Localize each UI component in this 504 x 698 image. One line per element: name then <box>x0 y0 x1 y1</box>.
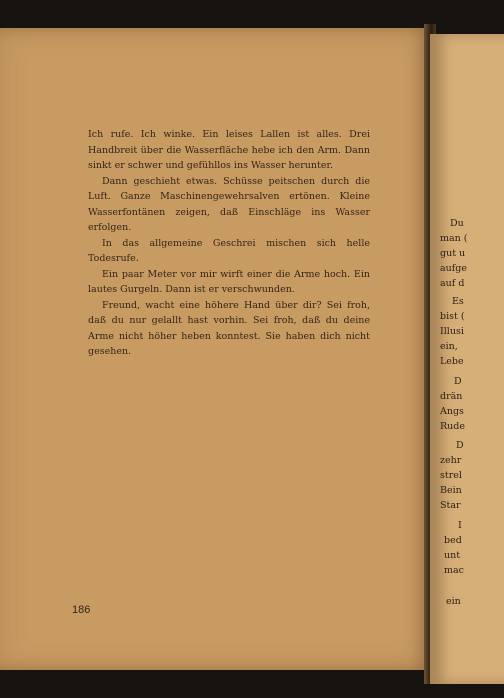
left-page <box>0 28 430 670</box>
right-fragment: gut u <box>440 248 466 259</box>
right-fragment: I <box>458 520 462 531</box>
right-fragment: Illusi <box>440 326 464 337</box>
right-fragment: ein, <box>440 341 458 352</box>
page-number: 186 <box>72 604 91 616</box>
right-fragment: Es <box>452 296 464 307</box>
right-fragment: Bein <box>440 485 462 496</box>
right-fragment: unt <box>444 550 461 561</box>
right-fragment: D <box>454 376 462 387</box>
right-fragment: man ( <box>440 233 468 244</box>
right-fragment: aufge <box>440 263 468 274</box>
right-fragment: Star <box>440 500 461 511</box>
right-fragment: mac <box>444 565 464 576</box>
right-page <box>430 34 504 684</box>
right-fragment: bed <box>444 535 462 546</box>
right-fragment: Du <box>450 218 464 229</box>
right-fragment: D <box>456 440 464 451</box>
paragraph-1: Ich rufe. Ich winke. Ein leises Lallen ist alles. Drei Handbreit über die Wasserfläche hebe ich den Arm. Dann sinkt er schwer und gefühllos ins Wasser herunter. <box>88 129 370 171</box>
right-fragment: Angs <box>440 406 464 417</box>
paragraph-3: In das allgemeine Geschrei mischen sich helle Todesrufe. <box>88 237 370 264</box>
right-fragment: ein <box>446 596 461 607</box>
paragraph-4: Ein paar Meter vor mir wirft einer die Arme hoch. Ein lautes Gurgeln. Dann ist er verschwunden. <box>88 268 370 295</box>
right-fragment: drän <box>440 391 463 402</box>
paragraph-5: Freund, wacht eine höhere Hand über dir? Sei froh, daß du nur gelallt hast vorhin. Sei froh, daß du deine Arme nicht höher heben konntest. Sie haben dich nicht gesehen. <box>88 299 370 357</box>
right-fragment: bist ( <box>440 311 465 322</box>
right-fragment: Rude <box>440 421 465 432</box>
right-fragment: strel <box>440 470 462 481</box>
right-fragment: zehr <box>440 455 462 466</box>
right-fragment: auf d <box>440 278 465 289</box>
right-fragment: Lebe <box>440 356 464 367</box>
body-text <box>88 127 370 360</box>
paragraph-2: Dann geschieht etwas. Schüsse peitschen durch die Luft. Ganze Maschinengewehrsalven ertönen. Kleine Wasserfontänen zeigen, daß Einschläge ins Wasser erfolgen. <box>88 175 370 233</box>
